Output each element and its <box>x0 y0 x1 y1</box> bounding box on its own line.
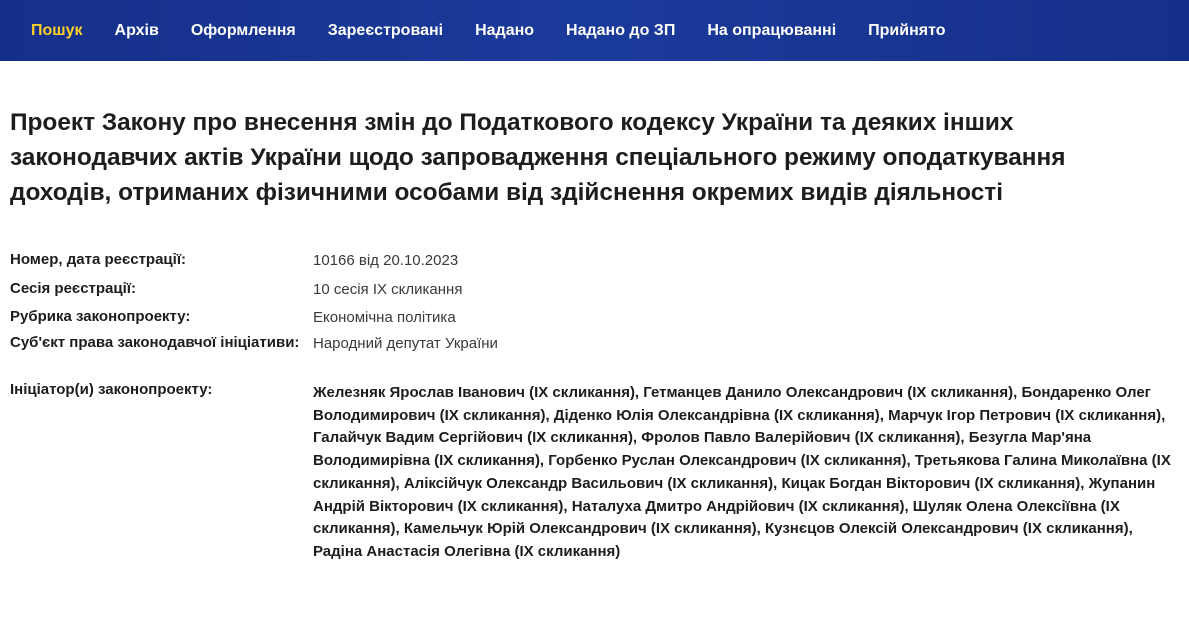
nav-item-archive[interactable]: Архів <box>114 21 159 39</box>
rubric-label: Рубрика законопроекту: <box>10 308 191 325</box>
nav-item-in-processing[interactable]: На опрацюванні <box>707 21 837 39</box>
registration-label: Номер, дата реєстрації: <box>10 251 187 268</box>
detail-row-rubric <box>10 309 1179 335</box>
session-label: Сесія реєстрації: <box>10 280 136 297</box>
bill-title: Проект Закону про внесення змін до Податкового кодексу України та деяких інших законодавчих актів України щодо запровадження спеціального режиму оподаткування доходів, отриманих фізичними особами від здійснення окремих видів діяльності <box>10 109 1066 206</box>
subject-value: Народний депутат України <box>313 335 498 352</box>
main-content <box>0 61 1189 564</box>
nav-item-provided-to-zp[interactable]: Надано до ЗП <box>566 21 676 39</box>
subject-label: Суб'єкт права законодавчої ініціативи: <box>10 334 300 351</box>
rubric-value: Економічна політика <box>313 309 456 326</box>
detail-row-session <box>10 281 1179 309</box>
detail-row-registration <box>10 252 1179 281</box>
nav-item-search[interactable]: Пошук <box>31 21 83 39</box>
nav-item-drafting[interactable]: Оформлення <box>190 21 296 39</box>
detail-row-initiators <box>10 382 1179 564</box>
session-value: 10 сесія IX скликання <box>313 281 463 298</box>
initiators-value: Железняк Ярослав Іванович (IX скликання), Гетманцев Данило Олександрович (IX скликання), Бондаренко Олег Володимирович (IX скликання), Діденко Юлія Олександрівна (IX скликання), Марчук Ігор Петрович (IX скликання), Галайчук Вадим Сергійович (IX скликання), Фролов Павло Валерійович (IX скликання), Безугла Мар'яна Володимирівна (IX скликання), Горбенко Руслан Олександрович (IX скликання), Третьякова Галина Миколаївна (IX скликання), Аліксійчук Олександр Васильович (IX скликання), Кицак Богдан Вікторович (IX скликання), Жупанин Андрій Вікторович (IX скликання), Наталуха Дмитро Андрійович (IX скликання), Шуляк Олена Олексіївна (IX скликання), Камельчук Юрій Олександрович (IX скликання), Кузнєцов Олексій Олександрович (IX скликання), Радіна Анастасія Олегівна (IX скликання) <box>313 384 1171 560</box>
initiators-label: Ініціатор(и) законопроекту: <box>10 381 213 398</box>
registration-value: 10166 від 20.10.2023 <box>313 252 459 269</box>
top-navigation <box>0 0 1189 61</box>
bill-details <box>10 252 1179 564</box>
detail-row-subject <box>10 335 1179 382</box>
nav-item-provided[interactable]: Надано <box>475 21 535 39</box>
nav-item-adopted[interactable]: Прийнято <box>868 21 946 39</box>
nav-item-registered[interactable]: Зареєстровані <box>327 21 444 39</box>
